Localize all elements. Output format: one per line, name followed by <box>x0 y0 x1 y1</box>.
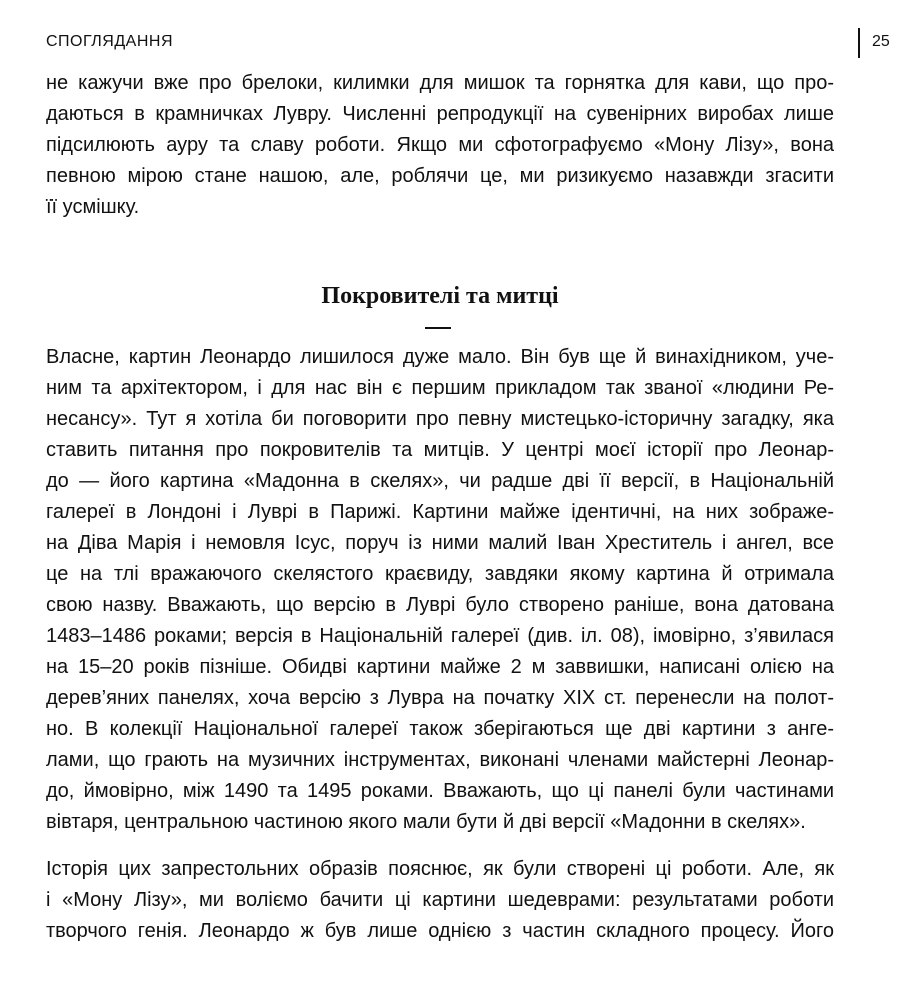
text-line: лами, що грають на музичних інструментах, виконані членами майстерні Леонар- <box>46 749 834 771</box>
section-heading: Покровителі та митці <box>321 283 559 309</box>
text-line: її усмішку. <box>46 196 140 218</box>
text-line: певною мірою стане нашою, але, роблячи це, ми ризикуємо назавжди згасити <box>46 165 834 187</box>
text-line: це на тлі вражаючого скелястого краєвиду, завдяки якому картина й отримала <box>46 563 834 585</box>
text-line: Власне, картин Леонардо лишилося дуже мало. Він був ще й винахідником, уче- <box>46 346 834 368</box>
text-line: на Діва Марія і немовля Ісус, поруч із ними малий Іван Хреститель і ангел, все <box>46 532 834 554</box>
text-line: до, ймовірно, між 1490 та 1495 роками. Вважають, що ці панелі були частинами <box>46 780 834 802</box>
text-line: но. В колекції Національної галереї також зберігаються ще дві картини з анге- <box>46 718 834 740</box>
text-line: не кажучи вже про брелоки, килимки для мишок та горнятка для кави, що про- <box>46 72 834 94</box>
text-line: на 15–20 років пізніше. Обидві картини майже 2 м заввишки, написані олією на <box>46 656 834 678</box>
text-line: ставить питання про покровителів та митців. У центрі моєї історії про Леонар- <box>46 439 834 461</box>
running-head: СПОГЛЯДАННЯ <box>46 33 173 50</box>
text-line: і «Мону Лізу», ми воліємо бачити ці картини шедеврами: результатами роботи <box>46 889 834 911</box>
text-line: свою назву. Вважають, що версію в Луврі було створено раніше, вона датована <box>46 594 834 616</box>
text-line: Історія цих запрестольних образів пояснює, як були створені ці роботи. Але, як <box>46 858 834 880</box>
text-line: підсилюють ауру та славу роботи. Якщо ми сфотографуємо «Мону Лізу», вона <box>46 134 834 156</box>
page-number: 25 <box>872 33 890 50</box>
text-line: даються в крамничках Лувру. Численні репродукції на сувенірних виробах лише <box>46 103 834 125</box>
text-line: несансу». Тут я хотіла би поговорити про певну мистецько-історичну загадку, яка <box>46 408 834 430</box>
page-divider <box>858 28 860 58</box>
text-line: 1483–1486 роками; версія в Національній галереї (див. іл. 08), імовірно, з’явилася <box>46 625 834 647</box>
text-line: до — його картина «Мадонна в скелях», чи радше дві її версії, в Національній <box>46 470 834 492</box>
text-line: ним та архітектором, і для нас він є першим прикладом так званої «людини Ре- <box>46 377 834 399</box>
text-line: творчого генія. Леонардо ж був лише однією з частин складного процесу. Його <box>46 920 834 942</box>
heading-rule <box>425 327 451 329</box>
text-line: вівтаря, центральною частиною якого мали бути й дві версії «Мадонни в скелях». <box>46 811 806 833</box>
text-line: галереї в Лондоні і Луврі в Парижі. Картини майже ідентичні, на них зображе- <box>46 501 834 523</box>
text-line: дерев’яних панелях, хоча версію з Лувра на початку XIX ст. перенесли на полот- <box>46 687 834 709</box>
